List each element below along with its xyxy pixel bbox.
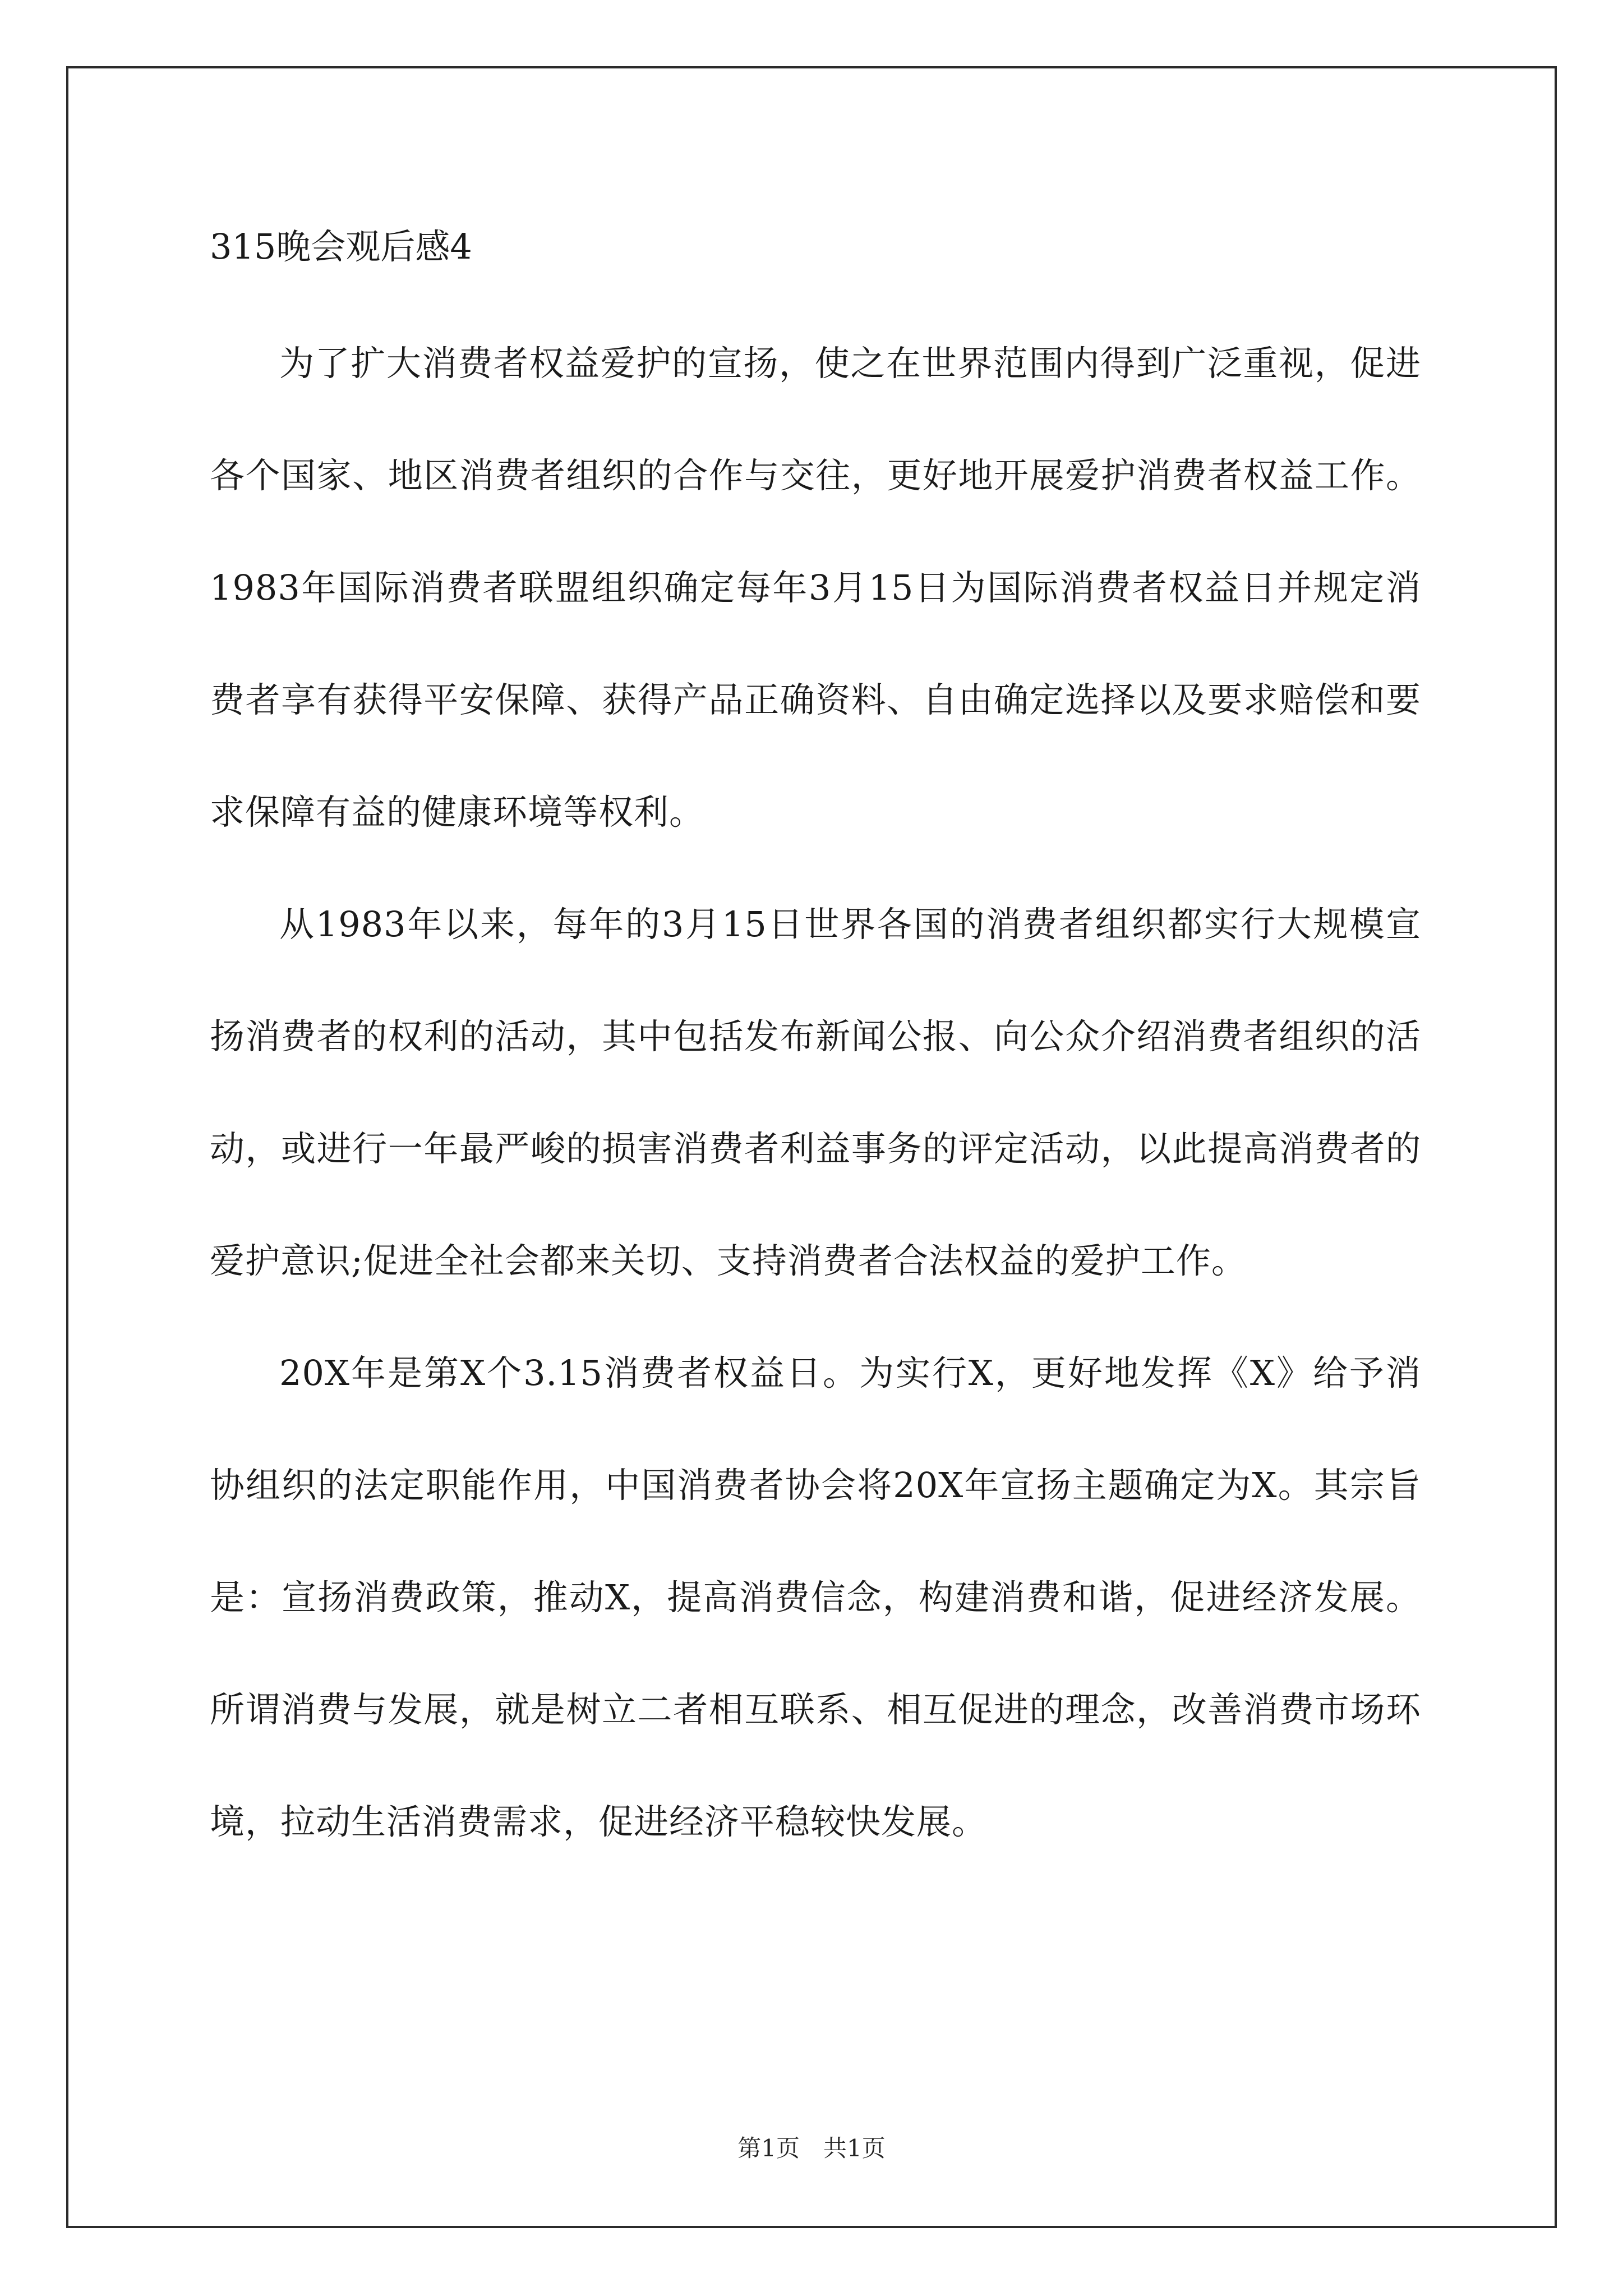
document-body	[210, 219, 1421, 1878]
paragraph-1: 为了扩大消费者权益爱护的宣扬，使之在世界范围内得到广泛重视，促进各个国家、地区消费者组织的合作与交往，更好地开展爱护消费者权益工作。1983年国际消费者联盟组织确定每年3月15日为国际消费者权益日并规定消费者享有获得平安保障、获得产品正确资料、自由确定选择以及要求赔偿和要求保障有益的健康环境等权利。	[210, 343, 1421, 832]
page-number-footer: 第1页 共1页	[737, 2134, 886, 2162]
paragraph-3: 20X年是第X个3.15消费者权益日。为实行X，更好地发挥《X》给予消协组织的法定职能作用，中国消费者协会将20X年宣扬主题确定为X。其宗旨是：宣扬消费政策，推动X，提高消费信念，构建消费和谐，促进经济发展。所谓消费与发展，就是树立二者相互联系、相互促进的理念，改善消费市场环境，拉动生活消费需求，促进经济平稳较快发展。	[210, 1352, 1421, 1842]
paragraph-2: 从1983年以来，每年的3月15日世界各国的消费者组织都实行大规模宣扬消费者的权利的活动，其中包括发布新闻公报、向公众介绍消费者组织的活动，或进行一年最严峻的损害消费者利益事务的评定活动，以此提高消费者的爱护意识;促进全社会都来关切、支持消费者合法权益的爱护工作。	[210, 904, 1421, 1281]
document-title: 315晚会观后感4	[210, 226, 472, 267]
